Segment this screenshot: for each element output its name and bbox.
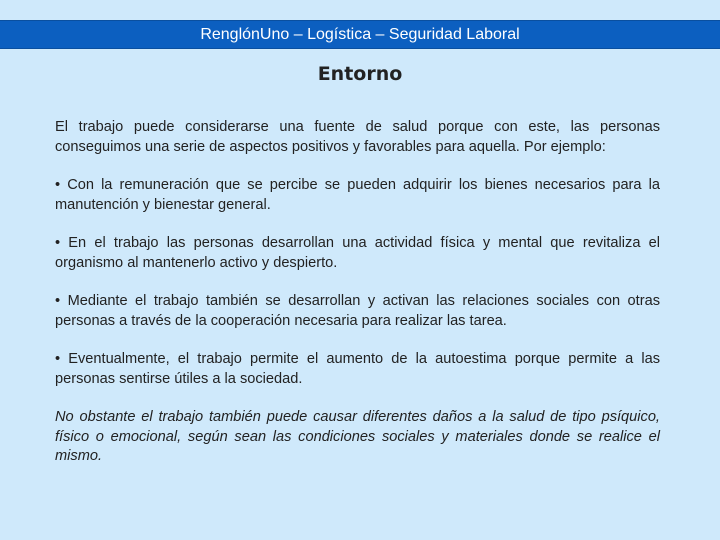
closing-paragraph: No obstante el trabajo también puede causar diferentes daños a la salud de tipo psíquico, físico o emocional, según sean las condiciones sociales y materiales donde se realice el mismo. — [55, 409, 660, 464]
intro-paragraph: El trabajo puede considerarse una fuente de salud porque con este, las personas conseguimos una serie de aspectos positivos y favorables para aquella. Por ejemplo: — [55, 119, 660, 155]
bullet-physical-mental-activity: • En el trabajo las personas desarrollan una actividad física y mental que revitaliza el organismo al mantenerlo activo y despierto. — [55, 235, 660, 271]
header-bar — [0, 20, 720, 49]
content-body — [55, 118, 660, 486]
bullet-remuneration: • Con la remuneración que se percibe se pueden adquirir los bienes necesarios para la manutención y bienestar general. — [55, 177, 660, 213]
section-title: Entorno — [317, 63, 403, 85]
bullet-social-relations: • Mediante el trabajo también se desarrollan y activan las relaciones sociales con otras personas a través de la cooperación necesaria para realizar las tarea. — [55, 293, 660, 329]
header-title: RenglónUno – Logística – Seguridad Laboral — [200, 25, 520, 43]
bullet-self-esteem: • Eventualmente, el trabajo permite el aumento de la autoestima porque permite a las personas sentirse útiles a la sociedad. — [55, 351, 660, 387]
